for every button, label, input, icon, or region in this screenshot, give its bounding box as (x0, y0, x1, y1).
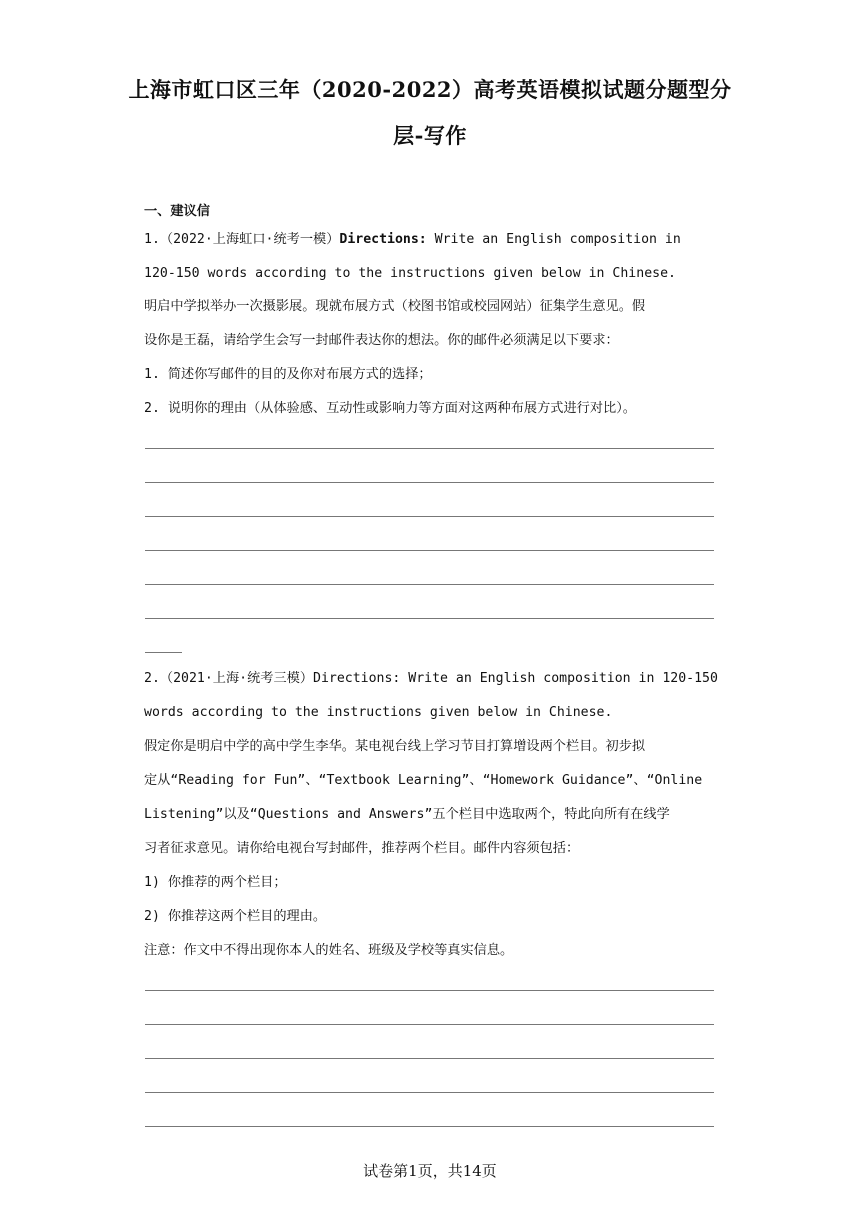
q2-intro-line: 2.（2021·上海·统考三模）Directions: Write an English composition in 120-150 (144, 671, 718, 686)
document-title-line-2: 层-写作 (393, 123, 467, 148)
q2-chinese-line-1: 假定你是明启中学的高中学生李华。某电视台线上学习节目打算增设两个栏目。初步拟 (144, 739, 646, 754)
q1-directions-text: Write an English composition in (426, 232, 681, 247)
answer-line (145, 1092, 714, 1093)
q2-note: 注意：作文中不得出现你本人的姓名、班级及学校等真实信息。 (144, 943, 514, 958)
answer-line-end (145, 652, 182, 653)
q1-chinese-line-2: 设你是王磊，请给学生会写一封邮件表达你的想法。你的邮件必须满足以下要求： (144, 333, 619, 348)
section-heading: 一、建议信 (144, 204, 210, 219)
answer-line (145, 618, 714, 619)
answer-line (145, 482, 714, 483)
q1-directions-line-2: 120-150 words according to the instructions given below in Chinese. (144, 266, 676, 281)
answer-line (145, 448, 714, 449)
answer-line (145, 990, 714, 991)
q2-directions-line-2: words according to the instructions given below in Chinese. (144, 705, 613, 720)
q2-chinese-line-4: 习者征求意见。请你给电视台写封邮件，推荐两个栏目。邮件内容须包括： (144, 841, 580, 856)
q1-intro-line (144, 230, 716, 250)
q2-requirement-1: 1) 你推荐的两个栏目； (144, 875, 287, 890)
page-footer: 试卷第1页，共14页 (363, 1162, 497, 1180)
answer-line (145, 1126, 714, 1127)
q2-requirement-2: 2) 你推荐这两个栏目的理由。 (144, 909, 327, 924)
q1-chinese-line-1: 明启中学拟举办一次摄影展。现就布展方式（校图书馆或校园网站）征集学生意见。假 (144, 299, 646, 314)
answer-line (145, 584, 714, 585)
answer-line (145, 550, 714, 551)
q1-directions-label: Directions: (339, 232, 427, 247)
q1-source: 1.（2022·上海虹口·统考一模） (144, 232, 340, 247)
answer-line (145, 516, 714, 517)
q2-chinese-line-3: Listening”以及“Questions and Answers”五个栏目中选取两个，特此向所有在线学 (144, 807, 670, 822)
q2-chinese-line-2: 定从“Reading for Fun”、“Textbook Learning”、“Homework Guidance”、“Online (144, 773, 703, 788)
answer-line (145, 1024, 714, 1025)
q1-requirement-1: 1. 简述你写邮件的目的及你对布展方式的选择； (144, 367, 432, 382)
answer-line (145, 1058, 714, 1059)
document-title-line-1: 上海市虹口区三年（2020-2022）高考英语模拟试题分题型分 (128, 77, 732, 102)
q1-requirement-2: 2. 说明你的理由（从体验感、互动性或影响力等方面对这两种布展方式进行对比）。 (144, 401, 636, 416)
